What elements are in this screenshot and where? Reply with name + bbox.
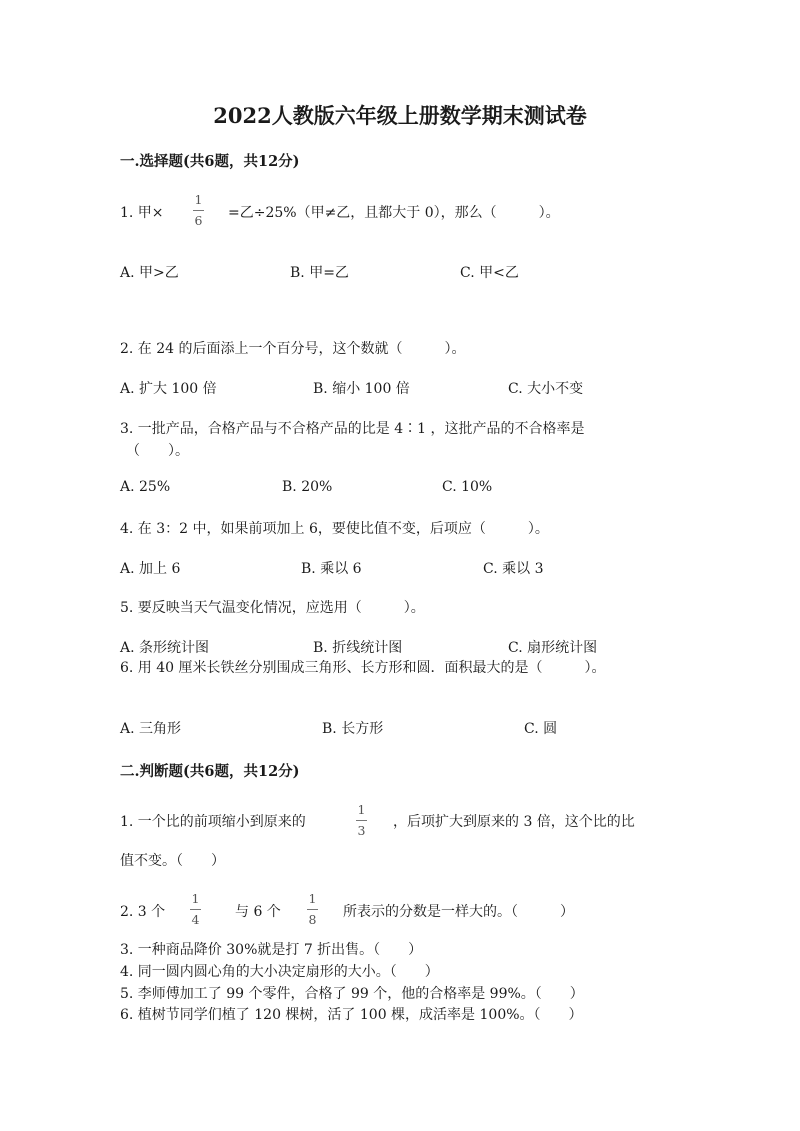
s2-q1-fraction [356,804,367,837]
s1-q4-option-b: B. 乘以 6 [301,561,362,577]
s1-q2-text: 2. 在 24 的后面添上一个百分号，这个数就（ ）。 [120,341,466,357]
s2-q5-text: 5. 李师傅加工了 99 个零件，合格了 99 个，他的合格率是 99%。（ ） [120,986,584,1002]
s1-q6-option-a: A. 三角形 [120,721,182,737]
fraction-numerator: 1 [357,802,366,817]
s2-q1-line2: 值不变。（ ） [120,853,225,869]
page-title: 2022人教版六年级上册数学期末测试卷 [213,103,587,128]
s1-q6-text: 6. 用 40 厘米长铁丝分别围成三角形、长方形和圆．面积最大的是（ ）。 [120,660,606,676]
s2-q2-fraction-1 [190,893,201,926]
s1-q1-fraction [193,194,204,227]
s1-q4-text: 4. 在 3：2 中，如果前项加上 6，要使比值不变，后项应（ ）。 [120,521,549,537]
s2-q2-prefix: 2. 3 个 [120,904,166,920]
s2-q2-suffix: 所表示的分数是一样大的。（ ） [343,904,574,920]
section-2-heading: 二.判断题(共6题，共12分) [120,763,300,780]
s1-q2-option-a: A. 扩大 100 倍 [120,381,217,397]
fraction-bar [190,909,201,910]
s1-q4-option-c: C. 乘以 3 [483,561,544,577]
s1-q5-option-a: A. 条形统计图 [120,640,210,656]
s1-q1-option-a: A. 甲>乙 [120,265,179,281]
s2-q2-fraction-2 [307,893,318,926]
s1-q2-option-b: B. 缩小 100 倍 [313,381,410,397]
section-1-heading: 一.选择题(共6题，共12分) [120,153,300,170]
s1-q1-option-b: B. 甲=乙 [290,265,349,281]
s1-q3-option-b: B. 20% [282,479,333,495]
s1-q6-option-b: B. 长方形 [322,721,384,737]
s2-q1-suffix: ，后项扩大到原来的 3 倍，这个比的比 [393,814,635,830]
s1-q2-option-c: C. 大小不变 [508,381,584,397]
s2-q4-text: 4. 同一圆内圆心角的大小决定扇形的大小。（ ） [120,964,439,980]
s1-q3-line2: （ ）。 [126,443,189,459]
fraction-numerator: 1 [308,891,317,906]
s2-q2-middle: 与 6 个 [235,904,281,920]
s1-q1-prefix: 1. 甲× [120,205,164,221]
s1-q4-option-a: A. 加上 6 [120,561,181,577]
s2-q1-prefix: 1. 一个比的前项缩小到原来的 [120,814,306,830]
s1-q1-option-c: C. 甲<乙 [460,265,519,281]
s2-q3-text: 3. 一种商品降价 30%就是打 7 折出售。（ ） [120,942,423,958]
s1-q1-suffix: =乙÷25%（甲≠乙，且都大于 0），那么（ ）。 [228,205,560,221]
fraction-denominator: 6 [194,212,203,228]
fraction-numerator: 1 [191,891,200,906]
fraction-denominator: 4 [191,911,200,927]
s1-q3-option-c: C. 10% [442,479,493,495]
fraction-numerator: 1 [194,192,203,207]
fraction-bar [193,210,204,211]
fraction-bar [356,820,367,821]
fraction-denominator: 3 [357,822,366,838]
s1-q3-line1: 3. 一批产品，合格产品与不合格产品的比是 4∶1 ，这批产品的不合格率是 [120,421,585,437]
s1-q5-option-c: C. 扇形统计图 [508,640,598,656]
fraction-denominator: 8 [308,911,317,927]
s1-q6-option-c: C. 圆 [524,721,558,737]
s1-q5-text: 5. 要反映当天气温变化情况，应选用（ ）。 [120,600,425,616]
s2-q6-text: 6. 植树节同学们植了 120 棵树，活了 100 棵，成活率是 100%。（ ） [120,1007,583,1023]
fraction-bar [307,909,318,910]
s1-q3-option-a: A. 25% [120,479,171,495]
s1-q5-option-b: B. 折线统计图 [313,640,403,656]
